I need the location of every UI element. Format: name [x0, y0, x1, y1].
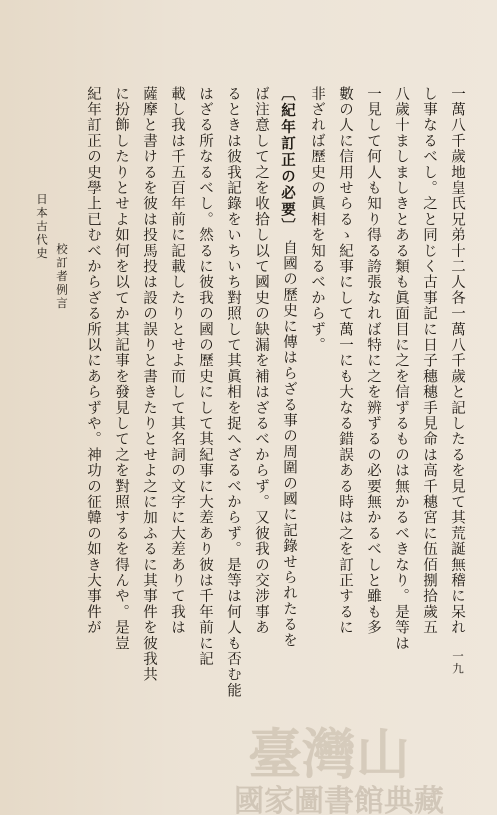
- watermark-library-name: 國家圖書館典藏: [234, 784, 444, 815]
- text-column-9: るときは彼我記錄をいちいち對照して其眞相を捉へざるべからず。是等は何人も否む能: [225, 86, 241, 699]
- text-column-4: 一見して何人も知り得る誇張なれば特に之を辨ずるの必要無かるべしと雖も多: [365, 86, 381, 636]
- text-column-6: 非ざれば歷史の眞相を知るべからず。: [309, 86, 325, 353]
- text-column-3: 八歲十ましましきとある類も眞面目に之を信ずるものは無かるべきなり。是等は: [393, 86, 409, 652]
- text-column-13: に扮飾したりとせよ如何を以てか其記事を發見して之を對照するを得んや。是豈: [113, 86, 129, 652]
- page-number: 一九: [451, 650, 465, 675]
- running-footer-title: 校訂者例言: [55, 243, 69, 311]
- watermark-logo: 臺灣山: [248, 723, 410, 786]
- text-column-11: 載し我は千五百年前に記載したりとせよ而して其名詞の文字に大差ありて我は: [169, 86, 185, 636]
- text-column-7: 自國の歷史に傳はらざる事の周圍の國に記錄せられたるを: [281, 240, 297, 649]
- text-column-12: 薩摩と書けるを彼は投馬投は設の誤りと書きたりとせよ之に加ふるに其事件を彼我共: [141, 86, 157, 683]
- text-column-14: 紀年訂正の史學上已むべからざる所以にあらずや。神功の征韓の如き大事件が: [85, 86, 101, 636]
- section-heading: 〔紀年訂正の必要〕: [279, 86, 296, 235]
- library-watermark: [228, 712, 497, 815]
- text-column-1: 一萬八千歲地皇氏兄弟十二人各一萬八千歲と記したるを見て其荒誕無稽に呆れ: [449, 86, 465, 636]
- text-column-5: 數の人に信用せらるゝ紀事にして萬一にも大なる錯誤ある時は之を訂正するに: [337, 86, 353, 636]
- text-column-2: し事なるべし。之と同じく古事記に日子穗穗手見命は高千穗宮に伍佰捌拾歲五: [421, 86, 437, 636]
- text-column-10: はざる所なるべし。然るに彼我の國の歷史にして其紀事に大差あり彼は千年前に記: [197, 86, 213, 667]
- running-footer-book: 日本古代史: [35, 193, 49, 261]
- text-column-8: ば注意して之を收拾し以て國史の缺漏を補はざるべからず。又彼我の交涉事あ: [253, 86, 269, 636]
